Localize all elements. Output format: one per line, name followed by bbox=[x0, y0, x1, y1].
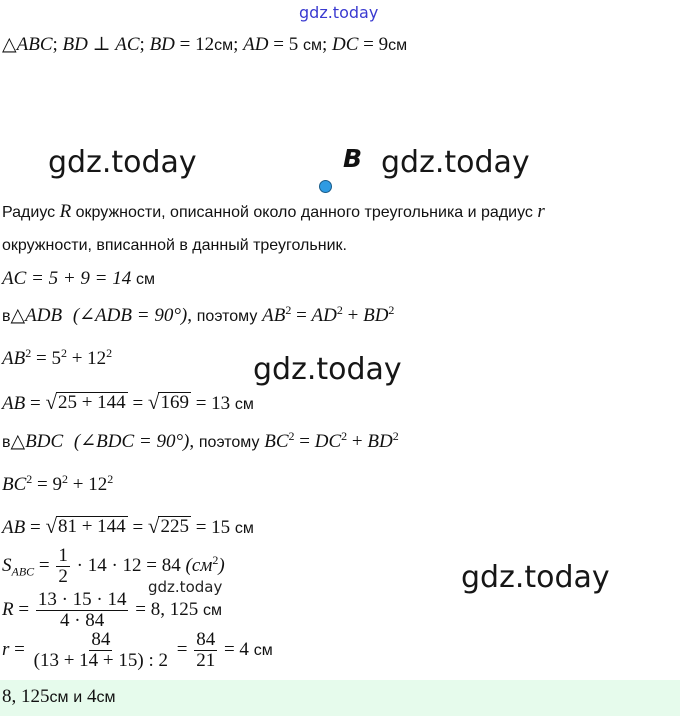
given-dc-label: DC bbox=[331, 34, 359, 55]
eq-bdc: в△BDC (∠BDC = 90°), поэтому $BC^2 = DC^2 + BD^2$ bbox=[2, 429, 399, 452]
text-line1-a: Радиус bbox=[2, 204, 56, 221]
frac-r2-num: 84 bbox=[196, 629, 216, 650]
eq-area-rest: · 14 · 12 = 84 bbox=[76, 554, 181, 576]
given-triangle: ABC bbox=[16, 34, 53, 55]
eq-ac-unit: см bbox=[136, 271, 155, 288]
eq-r-result: = 4 bbox=[223, 638, 249, 660]
triangle-symbol: △ bbox=[2, 34, 17, 55]
eq-ab2-b: 12 bbox=[87, 348, 107, 369]
answer-R: 8, 125 bbox=[2, 686, 50, 707]
text-line1-b: окружности, описанной около данного треугольника и радиус bbox=[75, 204, 533, 221]
text-line-1 bbox=[2, 201, 545, 223]
given-ad-unit: см bbox=[302, 37, 322, 54]
eq-ab-unit: см bbox=[234, 396, 254, 413]
watermark-1: gdz.today bbox=[48, 145, 197, 180]
given-bd-value: 12 bbox=[195, 34, 215, 55]
sqrt-4-value: 225 bbox=[160, 516, 189, 537]
frac-r bbox=[32, 630, 170, 671]
eq-ab2-a: 5 bbox=[51, 348, 61, 369]
eq-bc2: $BC^2 = 9^2 + 12^2$ bbox=[2, 472, 114, 495]
eq-bdc-v: в bbox=[2, 434, 11, 451]
eq-adb-angle: (∠ADB = 90°) bbox=[72, 305, 188, 326]
eq-ab-second: AB = √ 81 + 144 = √ 225 = 15 см bbox=[2, 514, 254, 538]
sqrt-4: √ 225 bbox=[147, 514, 189, 538]
eq-bdc-rhs-a: DC bbox=[314, 431, 342, 452]
eq-ac bbox=[2, 268, 155, 290]
answer-line bbox=[2, 686, 115, 708]
triangle-symbol-2: △ bbox=[10, 305, 26, 326]
answer-unit1: см bbox=[49, 689, 69, 706]
eq-ab-result: 13 bbox=[211, 393, 231, 414]
frac-half bbox=[56, 546, 70, 587]
given-perp-right: AC bbox=[115, 34, 140, 55]
given-dc-unit: см bbox=[388, 37, 408, 54]
eq-adb-lhs: AB bbox=[262, 305, 286, 326]
eq-adb-tri: ADB bbox=[25, 305, 63, 326]
given-dc-value: 9 bbox=[378, 34, 389, 55]
frac-r2-den: 21 bbox=[196, 649, 216, 671]
point-b-dot bbox=[319, 180, 332, 193]
frac-half-num: 1 bbox=[58, 545, 68, 566]
eq-ac-expr: AC = 5 + 9 = 14 bbox=[2, 268, 132, 289]
eq-bdc-lhs: BC bbox=[264, 431, 289, 452]
given-ad-value: 5 bbox=[288, 34, 299, 55]
given-bd-label: BD bbox=[149, 34, 175, 55]
frac-r-num: 84 bbox=[91, 629, 111, 650]
eq-bdc-therefore: поэтому bbox=[198, 434, 260, 451]
eq-R-result: = 8, 125 bbox=[135, 598, 199, 620]
eq-R: R = $\frac{13 \cdot 15 \cdot 14}{4 \cdot 84}$ = 8, 125 см bbox=[2, 589, 222, 631]
eq-adb-v: в bbox=[2, 308, 11, 325]
eq-adb-rhs-a: AD bbox=[311, 305, 337, 326]
eq-r-unit: см bbox=[253, 641, 273, 659]
watermark-top: gdz.today bbox=[299, 3, 379, 22]
eq-adb-therefore: поэтому bbox=[196, 308, 258, 325]
perp-symbol: ⊥ bbox=[92, 34, 111, 55]
answer-and: и bbox=[73, 689, 83, 706]
frac-R-num: 13 · 15 · 14 bbox=[37, 589, 127, 610]
eq-bdc-angle: (∠BDC = 90°) bbox=[73, 431, 190, 452]
eq-adb: в△ADB (∠ADB = 90°), поэтому $AB^2 = AD^2 + BD^2$ bbox=[2, 303, 395, 326]
eq-R-unit: см bbox=[202, 601, 222, 619]
sqrt-2-value: 169 bbox=[160, 392, 189, 413]
sqrt-2: √ 169 bbox=[147, 390, 189, 414]
eq-r: r = $\frac{84}{(13 + 14 + 15) : 2}$ = $\frac{84}{21}$ = 4 см bbox=[2, 629, 273, 671]
frac-R bbox=[36, 590, 129, 631]
frac-r2 bbox=[194, 630, 217, 671]
eq-bc2-a: 9 bbox=[52, 474, 62, 495]
eq-bdc-rhs-b: BD bbox=[367, 431, 393, 452]
eq-bc2-b: 12 bbox=[88, 474, 108, 495]
frac-r-den: (13 + 14 + 15) : 2 bbox=[33, 649, 168, 671]
eq-area-unit: (см bbox=[185, 554, 213, 576]
given-ad-label: AD bbox=[243, 34, 269, 55]
sqrt-1-value: 25 + 144 bbox=[57, 392, 126, 413]
eq-bdc-tri: BDC bbox=[25, 431, 64, 452]
sqrt-1: √ 25 + 144 bbox=[45, 390, 126, 414]
eq-bc2-lhs: BC bbox=[2, 474, 27, 495]
eq-ab-second-unit: см bbox=[234, 520, 254, 537]
triangle-symbol-3: △ bbox=[10, 431, 26, 452]
watermark-2: gdz.today bbox=[381, 145, 530, 180]
frac-R-den: 4 · 84 bbox=[59, 609, 105, 631]
eq-area: $S_{ABC}$ = $\frac{1}{2}$ · 14 · 12 = 84 $(см^2)$ bbox=[2, 545, 225, 587]
answer-r: 4 bbox=[86, 686, 97, 707]
given-line: △ABC; BD ⊥ AC; BD = 12см; AD = 5 см; DC = 9см bbox=[2, 34, 408, 55]
point-b-label: B bbox=[343, 144, 363, 173]
sqrt-3: √ 81 + 144 bbox=[45, 514, 126, 538]
answer-box bbox=[0, 680, 680, 716]
eq-ab2: $AB^2 = 5^2 + 12^2$ bbox=[2, 346, 113, 369]
watermark-4: gdz.today bbox=[148, 578, 223, 596]
eq-ab-second-result: 15 bbox=[211, 517, 231, 538]
text-line-2: окружности, вписанной в данный треугольник. bbox=[2, 237, 347, 254]
eq-area-sub: ABC bbox=[11, 564, 35, 579]
sqrt-3-value: 81 + 144 bbox=[57, 516, 126, 537]
frac-half-den: 2 bbox=[58, 565, 68, 587]
eq-ab: AB = √ 25 + 144 = √ 169 = 13 см bbox=[2, 390, 254, 414]
eq-adb-rhs-b: BD bbox=[363, 305, 389, 326]
eq-ab2-lhs: AB bbox=[2, 348, 26, 369]
given-bd-unit: см bbox=[214, 37, 234, 54]
answer-unit2: см bbox=[96, 689, 116, 706]
given-perp-left: BD bbox=[62, 34, 88, 55]
watermark-5: gdz.today bbox=[461, 560, 610, 595]
watermark-3: gdz.today bbox=[253, 352, 402, 387]
text-line1-R: R bbox=[59, 201, 72, 222]
text-line1-r: r bbox=[537, 201, 545, 222]
